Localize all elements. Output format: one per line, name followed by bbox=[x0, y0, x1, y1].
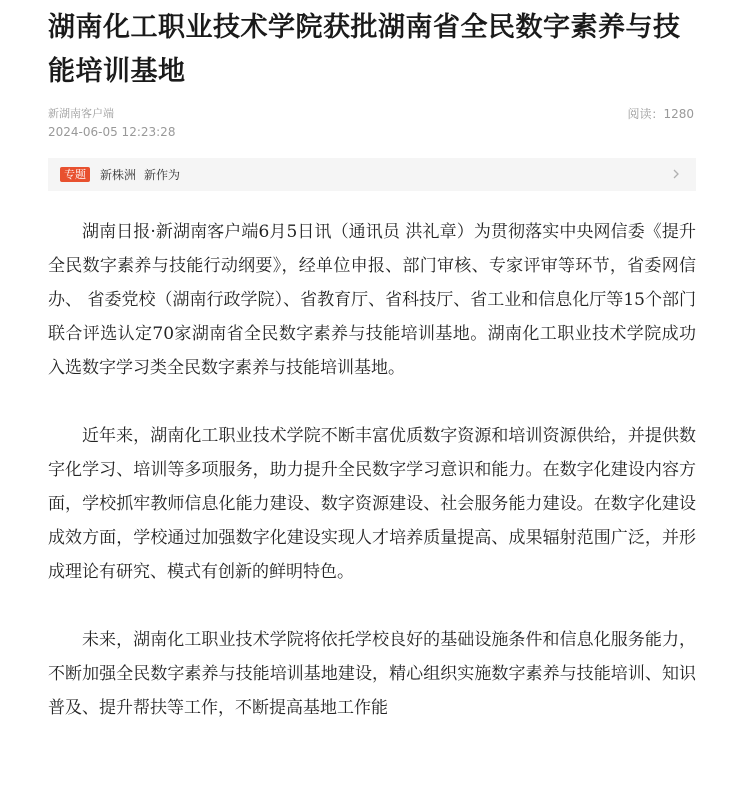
paragraph: 湖南日报·新湖南客户端6月5日讯（通讯员 洪礼章）为贯彻落实中央网信委《提升全民数字素养与技能行动纲要》，经单位申报、部门审核、专家评审等环节，省委网信办、 省委党校（湖南行政学院）、省教育厅、省科技厅、省工业和信息化厅等15个部门联合评选认定70家湖南省全民数字素养与技能培训基地。湖南化工职业技术学院成功入选数字学习类全民数字素养与技能培训基地。 bbox=[48, 222, 696, 378]
article-body bbox=[48, 215, 696, 725]
topic-bar[interactable] bbox=[48, 158, 696, 191]
article-title: 湖南化工职业技术学院获批湖南省全民数字素养与技能培训基地 bbox=[48, 12, 681, 87]
article-timestamp: 2024-06-05 12:23:28 bbox=[48, 125, 176, 139]
paragraph: 未来，湖南化工职业技术学院将依托学校良好的基础设施条件和信息化服务能力，不断加强全民数字素养与技能培训基地建设，精心组织实施数字素养与技能培训、知识普及、提升帮扶等工作，不断提高基地工作能 bbox=[48, 630, 696, 718]
read-count-value: 1280 bbox=[663, 107, 694, 121]
paragraph: 近年来，湖南化工职业技术学院不断丰富优质数字资源和培训资源供给，并提供数字化学习、培训等多项服务，助力提升全民数字学习意识和能力。在数字化建设内容方面，学校抓牢教师信息化能力建设、数字资源建设、社会服务能力建设。在数字化建设成效方面，学校通过加强数字化建设实现人才培养质量提高、成果辐射范围广泛，并形成理论有研究、模式有创新的鲜明特色。 bbox=[48, 426, 696, 582]
topic-name bbox=[100, 166, 180, 183]
read-count bbox=[627, 106, 694, 122]
topic-name-2: 新作为 bbox=[144, 168, 181, 182]
article-source[interactable]: 新湖南客户端 bbox=[48, 107, 114, 120]
read-count-label: 阅读： bbox=[627, 107, 664, 121]
article-page bbox=[48, 0, 696, 759]
topic-tag: 专题 bbox=[60, 167, 90, 182]
topic-name-1: 新株洲 bbox=[100, 168, 137, 182]
chevron-right-icon[interactable] bbox=[670, 168, 682, 180]
article-meta bbox=[48, 106, 696, 146]
